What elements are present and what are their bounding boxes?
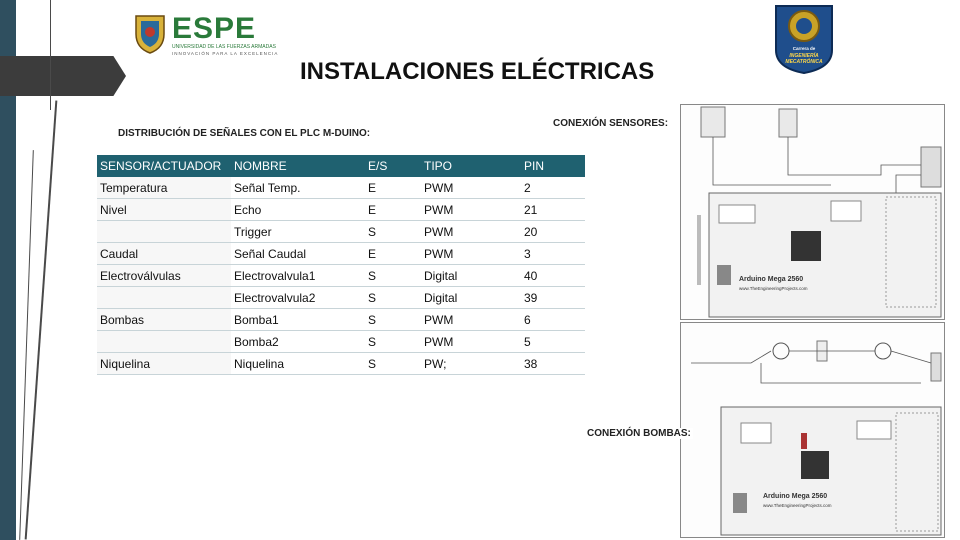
column-header: E/S bbox=[365, 155, 421, 177]
title-accent-arrow bbox=[0, 56, 126, 96]
table-cell: Señal Caudal bbox=[231, 243, 365, 265]
table-cell: 6 bbox=[521, 309, 585, 331]
table-cell: Niquelina bbox=[97, 353, 231, 375]
column-header: NOMBRE bbox=[231, 155, 365, 177]
table-cell: PWM bbox=[421, 221, 521, 243]
table-cell: E bbox=[365, 243, 421, 265]
board-url: www.TheEngineeringProjects.com bbox=[763, 503, 832, 508]
table-cell bbox=[97, 287, 231, 309]
table-row bbox=[97, 243, 585, 265]
decorative-line bbox=[50, 0, 51, 110]
table-row bbox=[97, 331, 585, 353]
table-row bbox=[97, 265, 585, 287]
espe-logo bbox=[132, 10, 282, 58]
table-cell: Bomba1 bbox=[231, 309, 365, 331]
sensor-connection-schematic bbox=[680, 104, 945, 320]
university-crest-icon bbox=[132, 10, 168, 54]
table-row bbox=[97, 309, 585, 331]
page-title: INSTALACIONES ELÉCTRICAS bbox=[300, 58, 655, 85]
decorative-line bbox=[25, 100, 58, 539]
sensor-wiring-diagram bbox=[681, 105, 944, 319]
seal-caption-main: INGENIERÍA MECATRÓNICA bbox=[785, 53, 823, 65]
table-row bbox=[97, 199, 585, 221]
mechatronics-seal bbox=[772, 2, 836, 74]
board-url: www.TheEngineeringProjects.com bbox=[739, 286, 808, 291]
column-header: SENSOR/ACTUADOR bbox=[97, 155, 231, 177]
table-row bbox=[97, 177, 585, 199]
table-cell: 39 bbox=[521, 287, 585, 309]
table-cell bbox=[97, 221, 231, 243]
table-cell: PWM bbox=[421, 177, 521, 199]
pumps-connection-label: CONEXIÓN BOMBAS: bbox=[587, 428, 691, 439]
table-body bbox=[97, 177, 585, 375]
table-cell bbox=[97, 331, 231, 353]
table-cell: E bbox=[365, 199, 421, 221]
table-cell: PWM bbox=[421, 331, 521, 353]
table-cell: S bbox=[365, 265, 421, 287]
table-header-row bbox=[97, 155, 585, 177]
table-cell: Trigger bbox=[231, 221, 365, 243]
table-cell: Electroválvulas bbox=[97, 265, 231, 287]
table-cell: S bbox=[365, 287, 421, 309]
column-header: TIPO bbox=[421, 155, 521, 177]
column-header: PIN bbox=[521, 155, 585, 177]
table-cell: PWM bbox=[421, 243, 521, 265]
table-cell: PWM bbox=[421, 309, 521, 331]
table-cell: Bomba2 bbox=[231, 331, 365, 353]
table-row bbox=[97, 353, 585, 375]
board-label: Arduino Mega 2560 bbox=[763, 493, 828, 500]
table-cell: 20 bbox=[521, 221, 585, 243]
logo-tagline: INNOVACIÓN PARA LA EXCELENCIA bbox=[172, 51, 279, 56]
table-cell: 3 bbox=[521, 243, 585, 265]
table-cell: Echo bbox=[231, 199, 365, 221]
table-cell: S bbox=[365, 331, 421, 353]
table-cell: 21 bbox=[521, 199, 585, 221]
table-row bbox=[97, 287, 585, 309]
table-cell: Temperatura bbox=[97, 177, 231, 199]
table-cell: PWM bbox=[421, 199, 521, 221]
table-cell: Bombas bbox=[97, 309, 231, 331]
table-cell: Señal Temp. bbox=[231, 177, 365, 199]
pump-connection-schematic bbox=[680, 322, 945, 538]
table-cell: E bbox=[365, 177, 421, 199]
table-cell: Niquelina bbox=[231, 353, 365, 375]
table-cell: S bbox=[365, 309, 421, 331]
table-cell: S bbox=[365, 353, 421, 375]
sensors-connection-label: CONEXIÓN SENSORES: bbox=[553, 118, 669, 129]
board-label: Arduino Mega 2560 bbox=[739, 276, 804, 283]
table-cell: PW; bbox=[421, 353, 521, 375]
table-cell: Caudal bbox=[97, 243, 231, 265]
table-cell: 2 bbox=[521, 177, 585, 199]
table-cell: Electrovalvula2 bbox=[231, 287, 365, 309]
distribution-label: DISTRIBUCIÓN DE SEÑALES CON EL PLC M-DUINO: bbox=[118, 128, 371, 139]
table-cell: Electrovalvula1 bbox=[231, 265, 365, 287]
table-cell: S bbox=[365, 221, 421, 243]
table-cell: 5 bbox=[521, 331, 585, 353]
table-cell: Digital bbox=[421, 265, 521, 287]
table-cell: 38 bbox=[521, 353, 585, 375]
decorative-line bbox=[19, 150, 34, 540]
table-row bbox=[97, 221, 585, 243]
table-cell: Nivel bbox=[97, 199, 231, 221]
logo-subtitle: UNIVERSIDAD DE LAS FUERZAS ARMADAS bbox=[172, 44, 276, 50]
signal-distribution-table bbox=[97, 155, 585, 375]
table-cell: 40 bbox=[521, 265, 585, 287]
seal-caption-top: Carrera de bbox=[792, 46, 816, 51]
table-cell: Digital bbox=[421, 287, 521, 309]
logo-wordmark: ESPE bbox=[172, 12, 257, 45]
